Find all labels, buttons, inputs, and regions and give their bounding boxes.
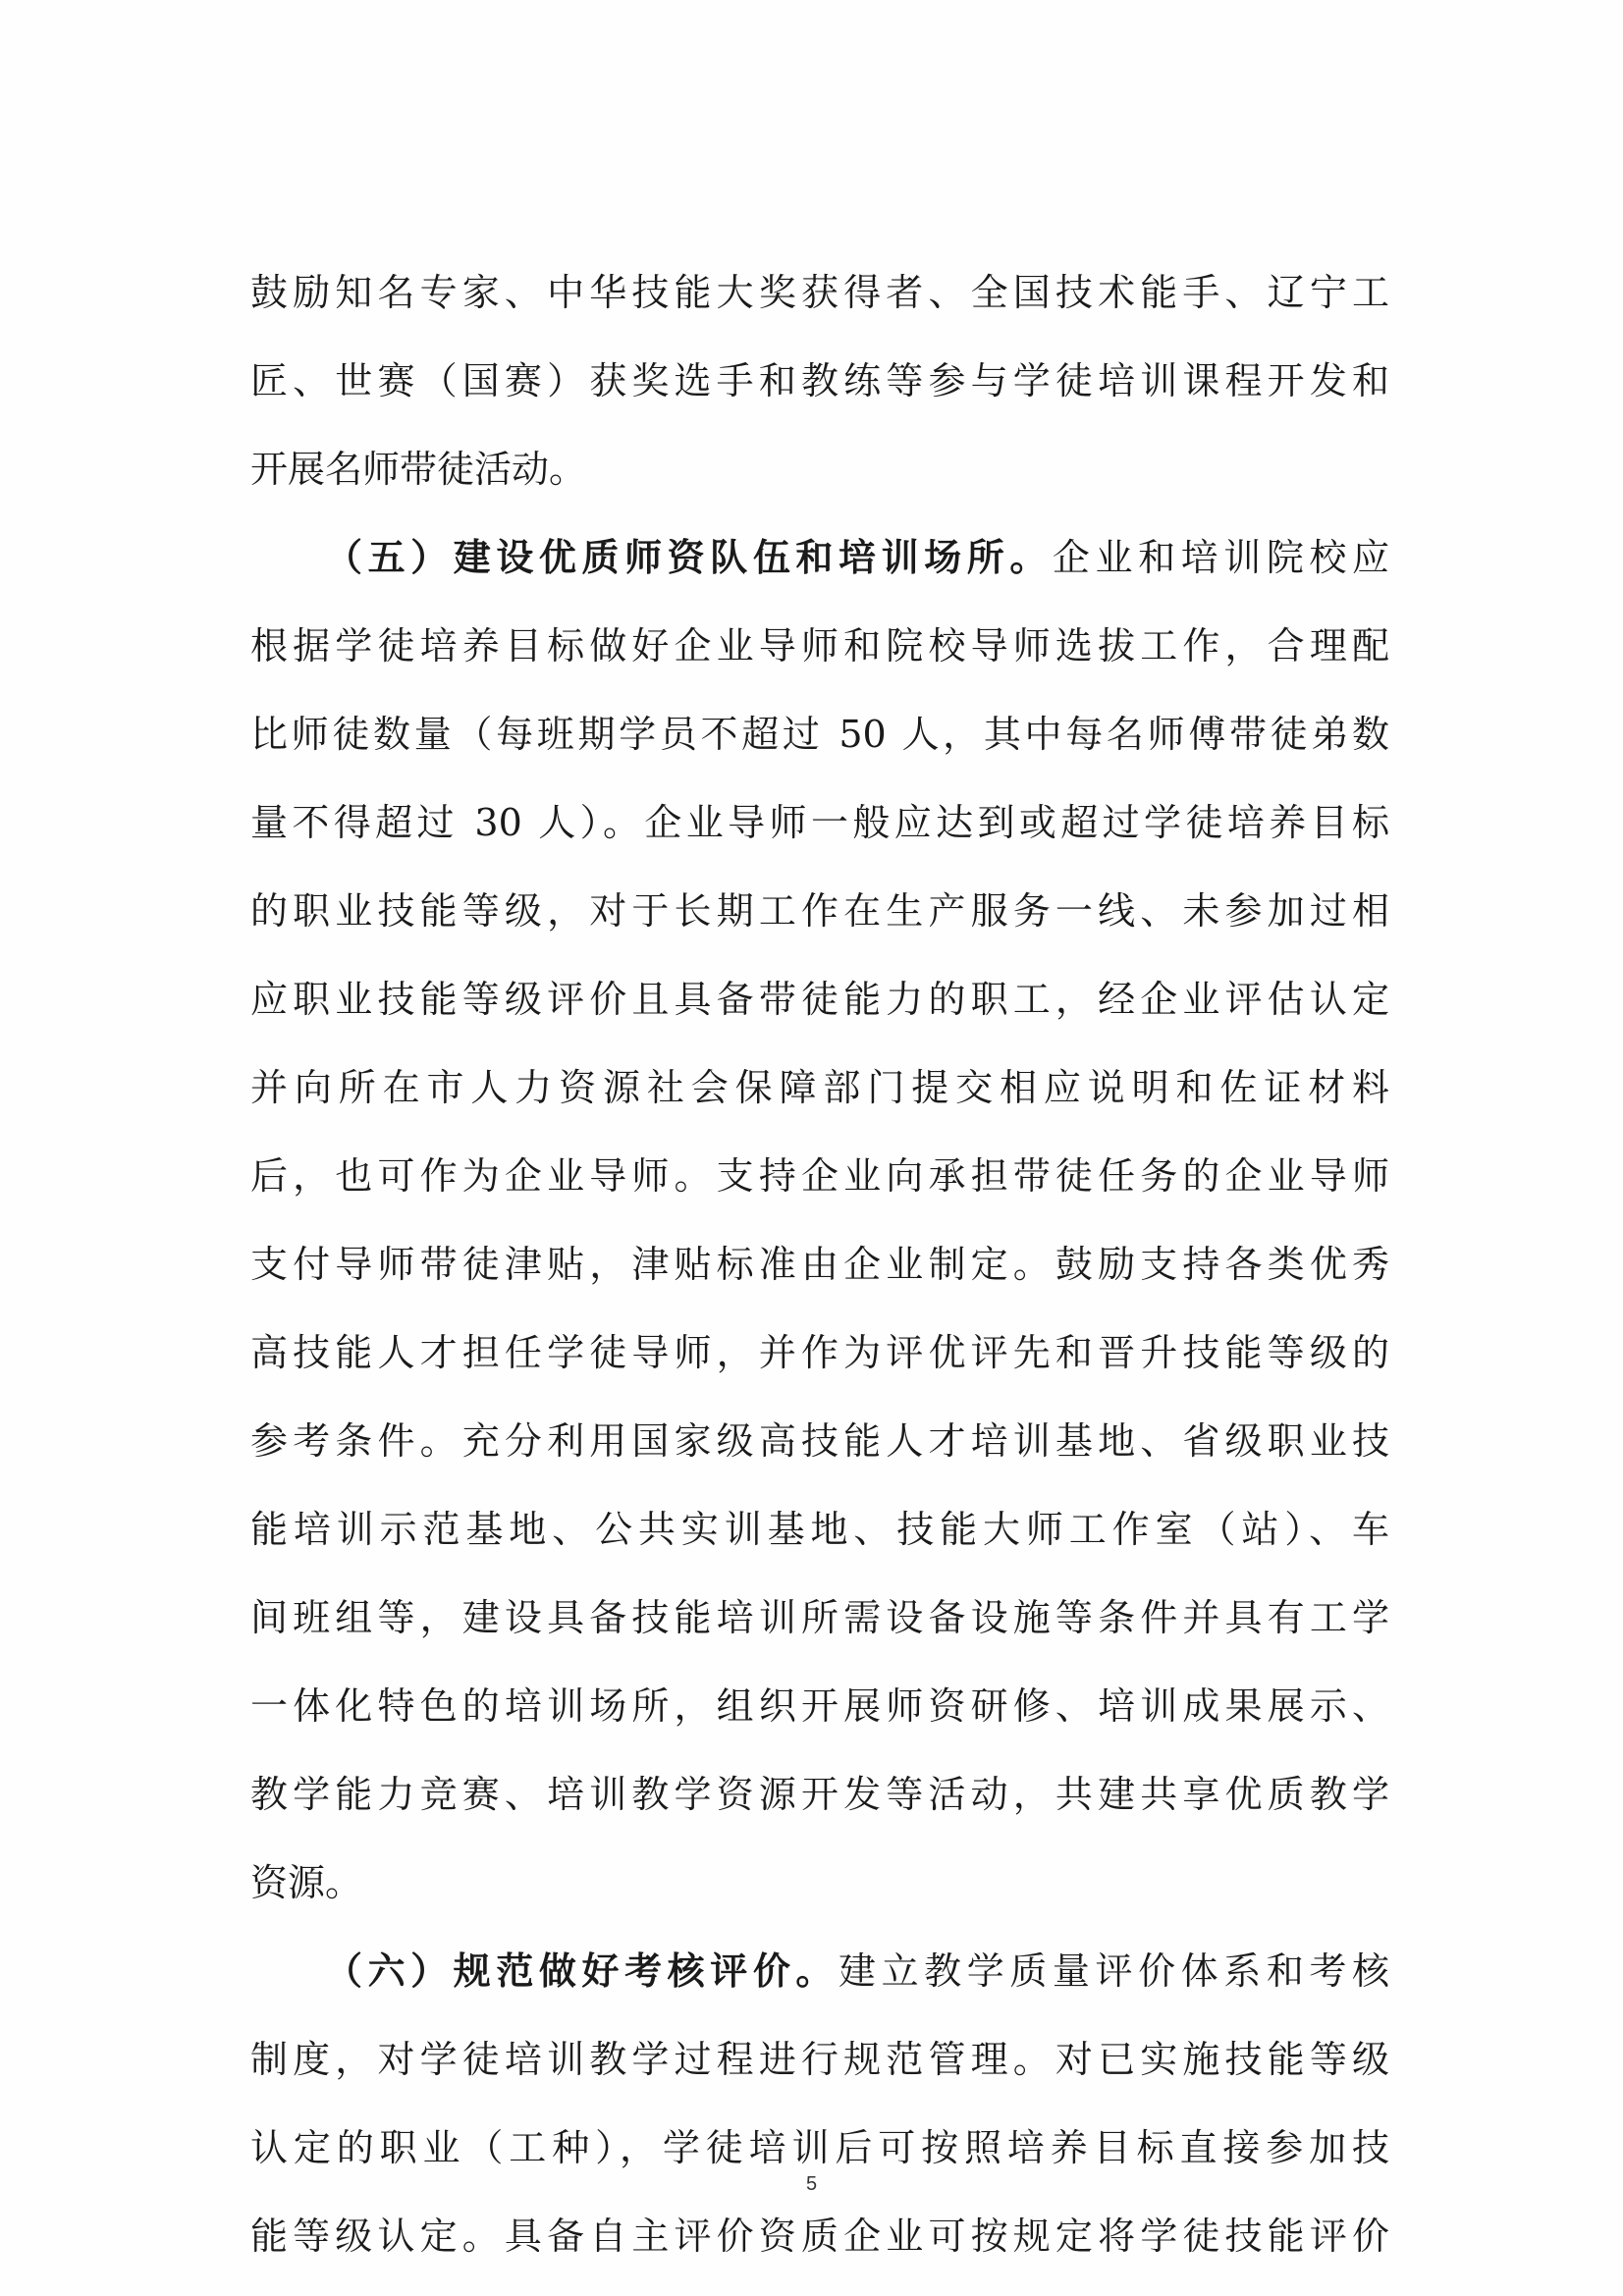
- text-line: 制度，对学徒培训教学过程进行规范管理。对已实施技能等级: [250, 2038, 1389, 2081]
- text-line: 根据学徒培养目标做好企业导师和院校导师选拔工作，合理配: [250, 624, 1389, 667]
- text-line: 鼓励知名专家、中华技能大奖获得者、全国技术能手、辽宁工: [250, 271, 1389, 314]
- text-line: 匠、世赛（国赛）获奖选手和教练等参与学徒培训课程开发和: [250, 359, 1389, 402]
- page-number: 5: [805, 2173, 818, 2195]
- document-body: [250, 248, 1389, 2280]
- text-line: 间班组等，建设具备技能培训所需设备设施等条件并具有工学: [250, 1596, 1389, 1639]
- text-line: 应职业技能等级评价且具备带徒能力的职工，经企业评估认定: [250, 978, 1389, 1021]
- text-line: 能等级认定。具备自主评价资质企业可按规定将学徒技能评价: [250, 2215, 1389, 2258]
- text-line: 支付导师带徒津贴，津贴标准由企业制定。鼓励支持各类优秀: [250, 1243, 1389, 1286]
- text-line: 的职业技能等级，对于长期工作在生产服务一线、未参加过相: [250, 889, 1389, 933]
- paragraph-first-line: [250, 513, 1389, 602]
- paragraph: [250, 1927, 1389, 2280]
- paragraph: [250, 248, 1389, 513]
- text-line: 量不得超过 30 人）。企业导师一般应达到或超过学徒培养目标: [250, 801, 1389, 844]
- text-line: 一体化特色的培训场所，组织开展师资研修、培训成果展示、: [250, 1684, 1389, 1728]
- paragraph: [250, 513, 1389, 1927]
- text-line: 开展名师带徒活动。: [250, 448, 587, 491]
- section-heading: （六）规范做好考核评价。: [325, 1949, 839, 1993]
- text-line: 参考条件。充分利用国家级高技能人才培训基地、省级职业技: [250, 1419, 1389, 1463]
- text-line: 比师徒数量（每班期学员不超过 50 人，其中每名师傅带徒弟数: [250, 713, 1389, 756]
- text-line: 高技能人才担任学徒导师，并作为评优评先和晋升技能等级的: [250, 1331, 1389, 1374]
- text-line: 教学能力竞赛、培训教学资源开发等活动，共建共享优质教学: [250, 1773, 1389, 1816]
- text-line: 认定的职业（工种），学徒培训后可按照培养目标直接参加技: [250, 2126, 1389, 2169]
- text-line: 能培训示范基地、公共实训基地、技能大师工作室（站）、车: [250, 1508, 1389, 1551]
- paragraph-first-line: [250, 1927, 1389, 2015]
- section-heading: （五）建设优质师资队伍和培训场所。: [325, 535, 1053, 579]
- text-line: 资源。: [250, 1861, 363, 1904]
- text-run: 企业和培训院校应: [1052, 536, 1389, 579]
- text-line: 并向所在市人力资源社会保障部门提交相应说明和佐证材料: [250, 1066, 1389, 1109]
- text-line: 后，也可作为企业导师。支持企业向承担带徒任务的企业导师: [250, 1154, 1389, 1198]
- text-run: 建立教学质量评价体系和考核: [839, 1949, 1389, 1993]
